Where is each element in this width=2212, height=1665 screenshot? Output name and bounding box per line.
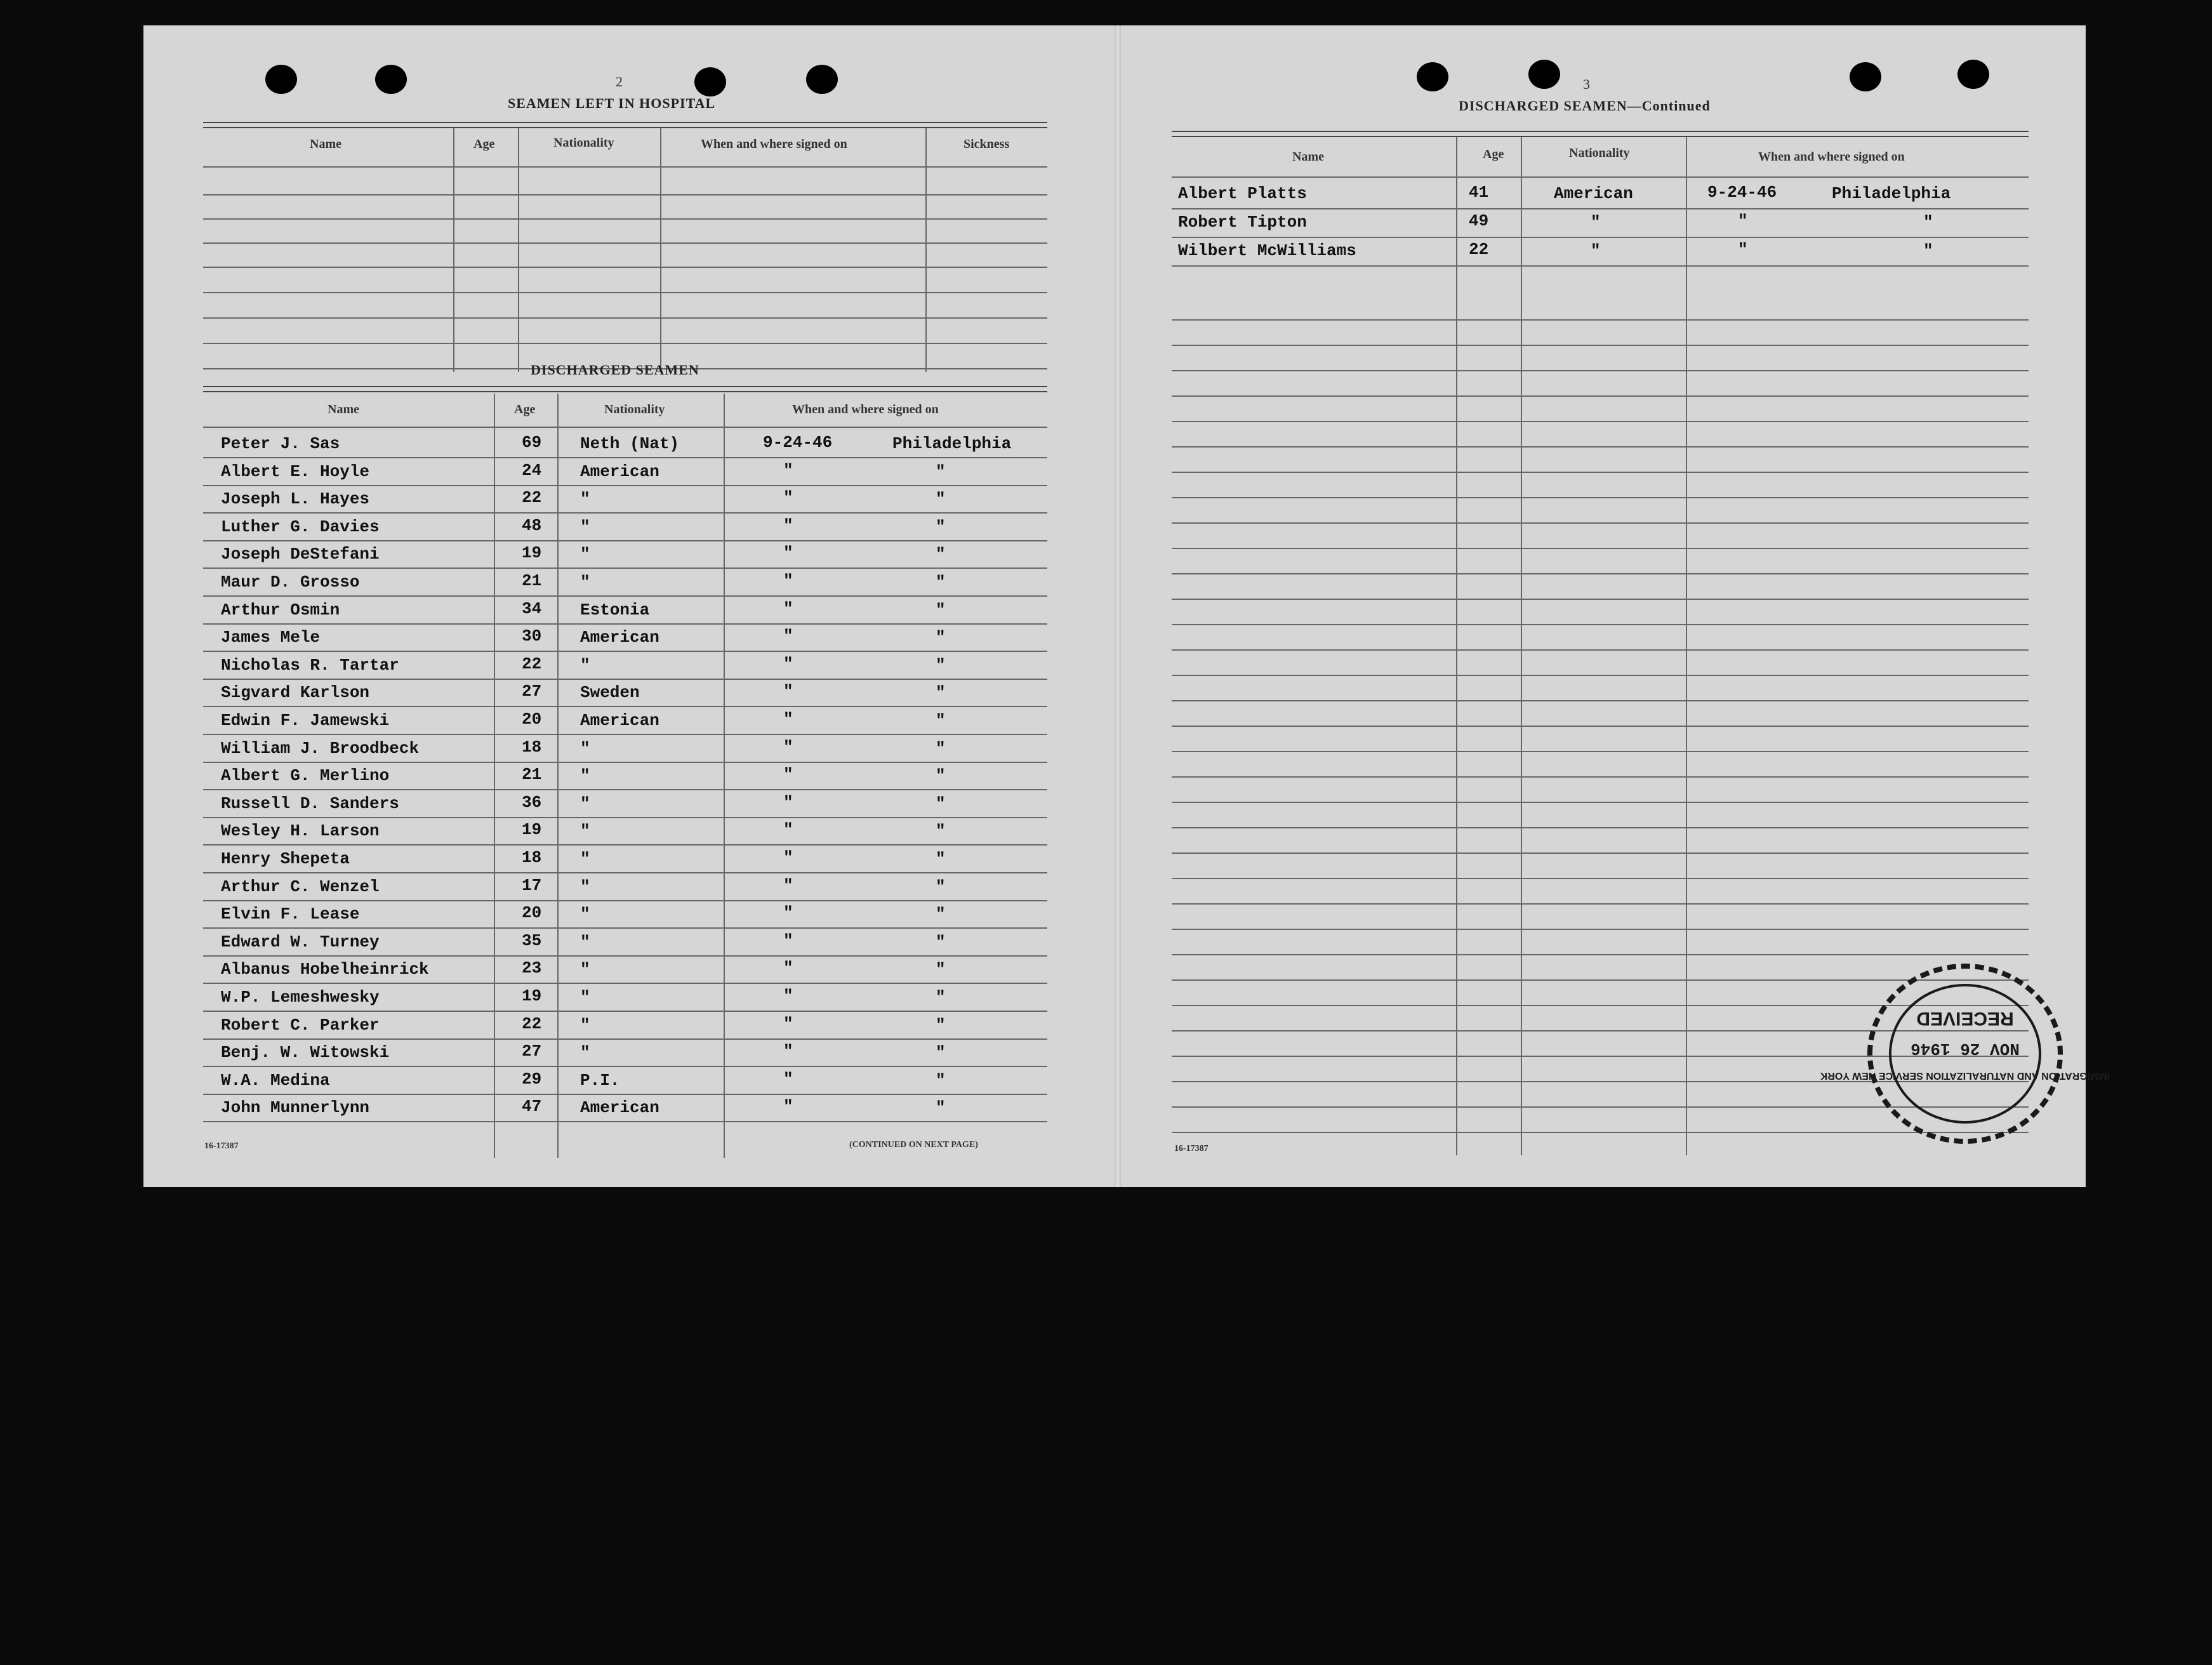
signed-on-place: Philadelphia	[1832, 184, 1951, 203]
seaman-name: William J. Broodbeck	[221, 739, 420, 758]
seaman-name: Benj. W. Witowski	[221, 1043, 390, 1062]
seaman-nationality: "	[580, 988, 590, 1007]
signed-on-place: "	[936, 905, 946, 924]
signed-on-place: "	[936, 545, 946, 564]
signed-on-date: "	[783, 986, 793, 1005]
seaman-name: Luther G. Davies	[221, 517, 380, 536]
document-sheet	[143, 25, 2110, 1187]
stamp-label: RECEIVED	[1916, 1008, 2014, 1029]
seaman-nationality: "	[580, 739, 590, 758]
signed-on-place: "	[936, 683, 946, 702]
seaman-name: Albert Platts	[1178, 184, 1307, 203]
seaman-nationality: "	[580, 932, 590, 952]
seaman-nationality: Estonia	[580, 600, 650, 620]
signed-on-place: "	[936, 849, 946, 868]
signed-on-date: "	[783, 682, 793, 701]
left-page	[143, 25, 1115, 1187]
seaman-name: W.P. Lemeshwesky	[221, 988, 380, 1007]
seaman-nationality: American	[580, 462, 659, 481]
signed-on-place: "	[936, 1071, 946, 1090]
seaman-age: 19	[522, 543, 542, 562]
page-number: 3	[1583, 76, 1590, 92]
discharged-title: DISCHARGED SEAMEN	[531, 362, 699, 378]
col-header-name: Name	[310, 137, 341, 151]
signed-on-date: "	[783, 793, 793, 812]
signed-on-place: "	[936, 1098, 946, 1117]
col-header-signed-on: When and where signed on	[792, 402, 939, 416]
seaman-nationality: Neth (Nat)	[580, 434, 680, 453]
signed-on-place: "	[936, 1016, 946, 1035]
page-fold	[1115, 25, 1121, 1187]
seaman-nationality: "	[580, 573, 590, 592]
signed-on-date: "	[783, 820, 793, 839]
seaman-age: 41	[1469, 183, 1489, 202]
signed-on-date: "	[783, 1097, 793, 1116]
signed-on-date: "	[783, 848, 793, 867]
col-header-nationality: Nationality	[604, 402, 665, 416]
seaman-name: Elvin F. Lease	[221, 905, 360, 924]
seaman-name: Albert G. Merlino	[221, 766, 390, 785]
signed-on-date: "	[783, 903, 793, 922]
seaman-name: Albanus Hobelheinrick	[221, 960, 429, 979]
seaman-nationality: "	[580, 960, 590, 979]
seaman-nationality: "	[580, 489, 590, 508]
form-number: 16-17387	[1174, 1144, 1209, 1153]
signed-on-place: "	[936, 628, 946, 647]
continued-note: (CONTINUED ON NEXT PAGE)	[849, 1140, 978, 1150]
signed-on-place: "	[936, 711, 946, 730]
seaman-nationality: American	[1554, 184, 1633, 203]
seaman-name: Edwin F. Jamewski	[221, 711, 390, 730]
signed-on-place: "	[936, 932, 946, 952]
seaman-nationality: Sweden	[580, 683, 640, 702]
signed-on-place: "	[936, 988, 946, 1007]
seaman-nationality: "	[1591, 241, 1601, 260]
seaman-nationality: "	[580, 794, 590, 813]
col-header-nationality: Nationality	[553, 136, 614, 150]
seaman-name: John Munnerlynn	[221, 1098, 370, 1117]
signed-on-date: "	[783, 1042, 793, 1061]
seaman-age: 22	[522, 488, 542, 507]
signed-on-date: 9-24-46	[1707, 183, 1777, 202]
signed-on-date: "	[783, 738, 793, 757]
signed-on-date: "	[783, 543, 793, 562]
seaman-age: 22	[522, 654, 542, 673]
signed-on-date: "	[783, 599, 793, 618]
seaman-name: James Mele	[221, 628, 321, 647]
seaman-nationality: American	[580, 628, 659, 647]
signed-on-date: "	[783, 516, 793, 535]
seaman-age: 21	[522, 765, 542, 784]
seaman-name: Robert C. Parker	[221, 1016, 380, 1035]
signed-on-place: "	[936, 739, 946, 758]
double-rule	[1172, 131, 2029, 137]
seaman-nationality: "	[580, 517, 590, 536]
signed-on-place: "	[936, 489, 946, 508]
col-header-age: Age	[1483, 147, 1504, 161]
received-stamp	[1820, 959, 2110, 1149]
col-header-age: Age	[514, 402, 536, 416]
seaman-nationality: American	[580, 711, 659, 730]
seaman-age: 23	[522, 959, 542, 978]
seaman-name: Joseph DeStefani	[221, 545, 380, 564]
signed-on-date: "	[783, 765, 793, 784]
signed-on-date: "	[783, 876, 793, 895]
page-number: 2	[616, 74, 623, 90]
seaman-age: 20	[522, 903, 542, 922]
seaman-age: 21	[522, 571, 542, 590]
seaman-name: Arthur C. Wenzel	[221, 877, 380, 896]
double-rule	[203, 386, 1047, 392]
seaman-age: 17	[522, 876, 542, 895]
seaman-age: 18	[522, 738, 542, 757]
signed-on-date: "	[783, 488, 793, 507]
seaman-name: Russell D. Sanders	[221, 794, 399, 813]
seaman-age: 20	[522, 710, 542, 729]
signed-on-date: "	[783, 571, 793, 590]
seaman-nationality: "	[580, 905, 590, 924]
col-header-nationality: Nationality	[1569, 146, 1630, 160]
seaman-age: 49	[1469, 211, 1489, 230]
signed-on-place: "	[936, 821, 946, 840]
seaman-nationality: "	[580, 766, 590, 785]
seaman-name: Arthur Osmin	[221, 600, 340, 620]
hospital-title: SEAMEN LEFT IN HOSPITAL	[508, 95, 716, 111]
signed-on-date: "	[783, 461, 793, 480]
seaman-name: Henry Shepeta	[221, 849, 350, 868]
seaman-name: Peter J. Sas	[221, 434, 340, 453]
signed-on-place: "	[1923, 213, 1933, 232]
signed-on-place: "	[936, 600, 946, 620]
signed-on-date: "	[783, 1070, 793, 1089]
seaman-name: Albert E. Hoyle	[221, 462, 370, 481]
seaman-name: Robert Tipton	[1178, 213, 1307, 232]
signed-on-place: "	[936, 877, 946, 896]
seaman-age: 36	[522, 793, 542, 812]
seaman-age: 22	[1469, 240, 1489, 259]
signed-on-date: "	[783, 627, 793, 646]
seaman-age: 19	[522, 986, 542, 1005]
signed-on-place: "	[936, 656, 946, 675]
seaman-nationality: "	[580, 849, 590, 868]
signed-on-place: "	[936, 794, 946, 813]
signed-on-place: "	[936, 462, 946, 481]
col-header-age: Age	[474, 137, 495, 151]
col-header-signed-on: When and where signed on	[701, 137, 847, 151]
seaman-nationality: "	[580, 1016, 590, 1035]
seaman-nationality: "	[580, 1043, 590, 1062]
seaman-age: 34	[522, 599, 542, 618]
seaman-age: 18	[522, 848, 542, 867]
seaman-age: 48	[522, 516, 542, 535]
seaman-name: Sigvard Karlson	[221, 683, 370, 702]
signed-on-place: "	[936, 573, 946, 592]
signed-on-date: "	[783, 710, 793, 729]
seaman-nationality: "	[580, 545, 590, 564]
seaman-age: 69	[522, 433, 542, 452]
col-header-name: Name	[328, 402, 359, 416]
signed-on-date: "	[783, 1014, 793, 1033]
seaman-age: 29	[522, 1070, 542, 1089]
seaman-age: 35	[522, 931, 542, 950]
discharged-continued-title: DISCHARGED SEAMEN—Continued	[1459, 98, 1711, 114]
seaman-name: Joseph L. Hayes	[221, 489, 370, 508]
seaman-nationality: American	[580, 1098, 659, 1117]
seaman-nationality: "	[580, 821, 590, 840]
seaman-age: 27	[522, 682, 542, 701]
signed-on-place: "	[936, 766, 946, 785]
seaman-age: 47	[522, 1097, 542, 1116]
seaman-age: 19	[522, 820, 542, 839]
seaman-age: 27	[522, 1042, 542, 1061]
stamp-date: NOV 26 1946	[1911, 1039, 2020, 1058]
signed-on-date: "	[783, 959, 793, 978]
signed-on-place: "	[936, 960, 946, 979]
signed-on-place: "	[936, 1043, 946, 1062]
seaman-age: 22	[522, 1014, 542, 1033]
signed-on-date: 9-24-46	[763, 433, 833, 452]
signed-on-place: "	[936, 517, 946, 536]
seaman-name: Nicholas R. Tartar	[221, 656, 399, 675]
seaman-nationality: "	[580, 656, 590, 675]
seaman-nationality: "	[580, 877, 590, 896]
signed-on-date: "	[1738, 211, 1748, 230]
signed-on-date: "	[783, 654, 793, 673]
form-number: 16-17387	[204, 1141, 239, 1151]
seaman-name: Wesley H. Larson	[221, 821, 380, 840]
signed-on-place: "	[1923, 241, 1933, 260]
signed-on-date: "	[783, 931, 793, 950]
seaman-nationality: P.I.	[580, 1071, 620, 1090]
signed-on-date: "	[1738, 240, 1748, 259]
seaman-name: Maur D. Grosso	[221, 573, 360, 592]
double-rule	[203, 122, 1047, 128]
col-header-signed-on: When and where signed on	[1758, 150, 1905, 164]
seaman-age: 30	[522, 627, 542, 646]
seaman-name: Edward W. Turney	[221, 932, 380, 952]
stamp-text: IMMIGRATION AND NATURALIZATION SERVICE NEW YORK	[1820, 1070, 2110, 1081]
signed-on-place: Philadelphia	[892, 434, 1012, 453]
col-header-sickness: Sickness	[964, 137, 1010, 151]
col-header-name: Name	[1292, 150, 1324, 164]
seaman-name: W.A. Medina	[221, 1071, 330, 1090]
seaman-nationality: "	[1591, 213, 1601, 232]
seaman-age: 24	[522, 461, 542, 480]
seaman-name: Wilbert McWilliams	[1178, 241, 1356, 260]
